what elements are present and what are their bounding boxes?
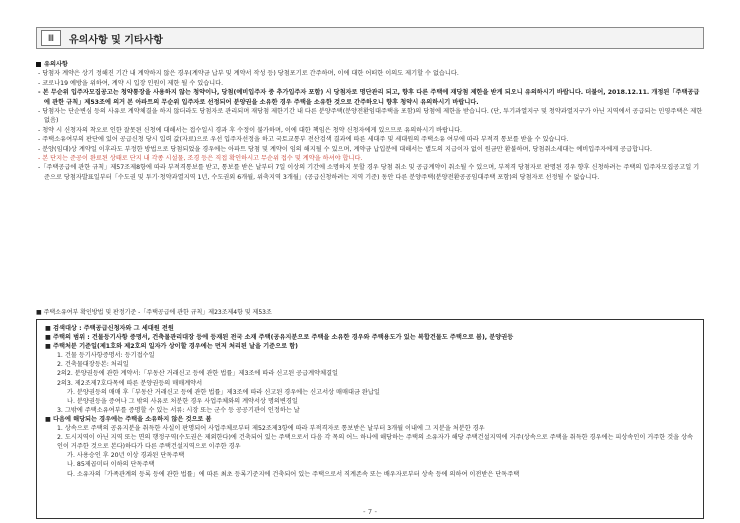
caution-item: - 청약 시 신청자의 착오로 인한 잘못된 신청에 대해서는 접수일시 경과 후 수정이 불가하며, 이에 대한 책임은 청약 신청자에게 있으므로 유의하시기 바랍니다. <box>38 126 463 134</box>
caution-section <box>36 60 704 182</box>
box-line: ■ 다음에 해당되는 경우에는 주택을 소유하지 않은 것으로 봄 <box>45 415 212 423</box>
caution-item: - 코로나19 예방을 위하여, 계약 시 입장 인원이 제한 될 수 있습니다. <box>38 79 224 87</box>
box-line: 1. 건물 등기사항증명서: 등기접수일 <box>57 352 155 360</box>
box-line: 2. 도시지역이 아닌 지역 또는 면의 행정구역(수도권은 제외한다)에 건축되어 있는 주택으로서 다음 각 목의 어느 하나에 해당하는 주택의 소유자가 해당 주택건설지역에 거주(상속으로 주택을 취득한 경우에는 피상속인이 거주한 것을 상속인이 거주한 것으로 본다)하다가 다른 주택건설지역으로 이주한 경우 <box>57 434 694 451</box>
box-line: ■ 검색대상 : 주택공급신청자와 그 세대원 전원 <box>45 325 174 332</box>
caution-item: - 당첨자 계약은 상기 정해진 기간 내 계약하지 않은 경우(계약금 납부 및 계약서 작성 등) 당첨포기로 간주하며, 이에 대한 어떠한 이의도 제기할 수 없습니다. <box>38 70 459 78</box>
box-line: 나. 85제곱미터 이하의 단독주택 <box>67 461 155 469</box>
section-title: 유의사항 및 기타사항 <box>69 34 163 46</box>
section-header <box>36 27 704 49</box>
box-line: 1. 상속으로 주택의 공유지분을 취득한 사실이 판명되어 사업주체로부터 제52조제3항에 따라 부적격자로 통보받은 날부터 3개월 이내에 그 지분을 처분한 경우 <box>57 425 485 433</box>
caution-item: -「주택공급에 관한 규칙」제57조제8항에 따라 부적격통보를 받고, 통보를 받은 날부터 7일 이상의 기간에 소명하지 못할 경우 당첨 취소 및 공급계약이 취소될 수 있으며, 부적격 당첨자로 판명된 경우 향후 신청하려는 주택의 입주자모집공고일 기준으로 당첨자발표일부터「수도권 및 투기·청약과열지역 1년, 수도권외 6개월, 위축지역 3개월」(공급신청하려는 지역 기준) 동안 다른 분양주택(분양전환공공임대주택 포함)의 당첨자로 선정될 수 없습니다. <box>38 164 700 181</box>
box-line: 2의3. 제2조제7호다목에 따른 분양권등의 매매계약서 <box>57 379 203 387</box>
box-line: 3. 그밖에 주택소유여부를 증명할 수 있는 서류: 시장 또는 군수 등 공공기관이 인정하는 날 <box>57 406 300 414</box>
box-line: ■ 주택처분 기준일(제1호와 제2호의 일자가 상이할 경우에는 먼저 처리된 날을 기준으로 함) <box>45 343 299 351</box>
caution-item: - 분양(임대)상 계약일 이후라도 부정한 방법으로 당첨되었을 경우에는 아파트 당첨 및 계약이 임의 해지될 수 있으며, 계약금 납입분에 대해서는 별도의 지급이자 없이 원금만 환불하며, 당첨취소세대는 예비입주자에게 공급합니다. <box>38 145 652 153</box>
square-bullet-icon <box>36 62 41 67</box>
box-line: 2의2. 분양권등에 관한 계약서:「부동산 거래신고 등에 관한 법률」제3조에 따라 신고된 공급계약체결일 <box>57 370 339 378</box>
box-line: ■ 주택의 범위 : 건물등기사항 증명서, 건축물관리대장 등에 등재된 전국 소재 주택(공유지분으로 주택을 소유한 경우와 주택용도가 있는 복합건물도 주택으로 봄), 분양권등 <box>45 334 514 342</box>
ownership-note: ■ 주택소유여부 확인방법 및 판정기준 -「주택공급에 관한 규칙」제23조제4항 및 제53조 <box>36 309 272 316</box>
box-line: 다. 소유자의「가족관계의 등록 등에 관한 법률」에 따른 최초 등록기준지에 건축되어 있는 주택으로서 직계존속 또는 배우자로부터 상속 등에 의하여 이전받은 단독주택 <box>67 470 520 478</box>
ownership-box <box>36 319 704 519</box>
box-line: 가. 분양권등의 매매 후「부동산 거래신고 등에 관한 법률」제3조에 따라 신고된 경우에는 신고서상 매매대금 완납일 <box>67 388 380 396</box>
caution-item: - 본 단지는 준공이 완료된 상태로 단지 내 각종 시설물, 조경 등은 직접 확인하시고 무순위 접수 및 계약을 하셔야 합니다. <box>38 155 363 163</box>
box-line: 가. 사용승인 후 20년 이상 경과된 단독주택 <box>67 452 185 460</box>
caution-item: - 본 무순위 입주자모집공고는 청약통장을 사용하지 않는 청약이나, 당첨(예비입주자 중 추가입주자 포함) 시 당첨자로 명단관리 되고, 향후 다른 주택에 재당첨 제한을 받게 되오니 유의하시기 바랍니다. 더불어, 2018.12.11. 개정된「주택공급에 관한 규칙」제53조에 의거 본 아파트의 무순위 입주자로 선정되어 분양권을 소유한 경우 주택을 소유한 것으로 간주하오니 향후 청약시 유의하시기 바랍니다. <box>38 89 700 106</box>
caution-item: - 주택소유여부의 판단에 있어 공급신청 당시 입력 값(자료)으로 우선 입주자선정을 하고 국토교통부 전산검색 결과에 따른 세대주 및 세대원의 주택소유 여부에 따라 부적격 통보를 받을 수 있습니다. <box>38 136 569 144</box>
section-number: Ⅲ <box>41 30 61 46</box>
page-number: - 7 - <box>363 508 377 516</box>
box-line: 나. 분양권등을 증여나 그 밖의 사유로 처분한 경우 사업주체와의 계약서상 명의변경일 <box>67 397 298 405</box>
box-line: 2. 건축물대장등본: 처리일 <box>57 361 129 369</box>
caution-title: 유의사항 <box>36 60 704 69</box>
caution-item: - 당첨자는 단순변심 등의 사유로 계약체결을 하지 않더라도 당첨자로 관리되며 재당첨 제한기간 내 다른 분양주택(분양전환임대주택을 포함)의 당첨에 제한을 받습니다. (단, 투기과열지구 및 청약과열지구가 아닌 지역에서 공급되는 민영주택은 제한없음) <box>38 108 703 125</box>
